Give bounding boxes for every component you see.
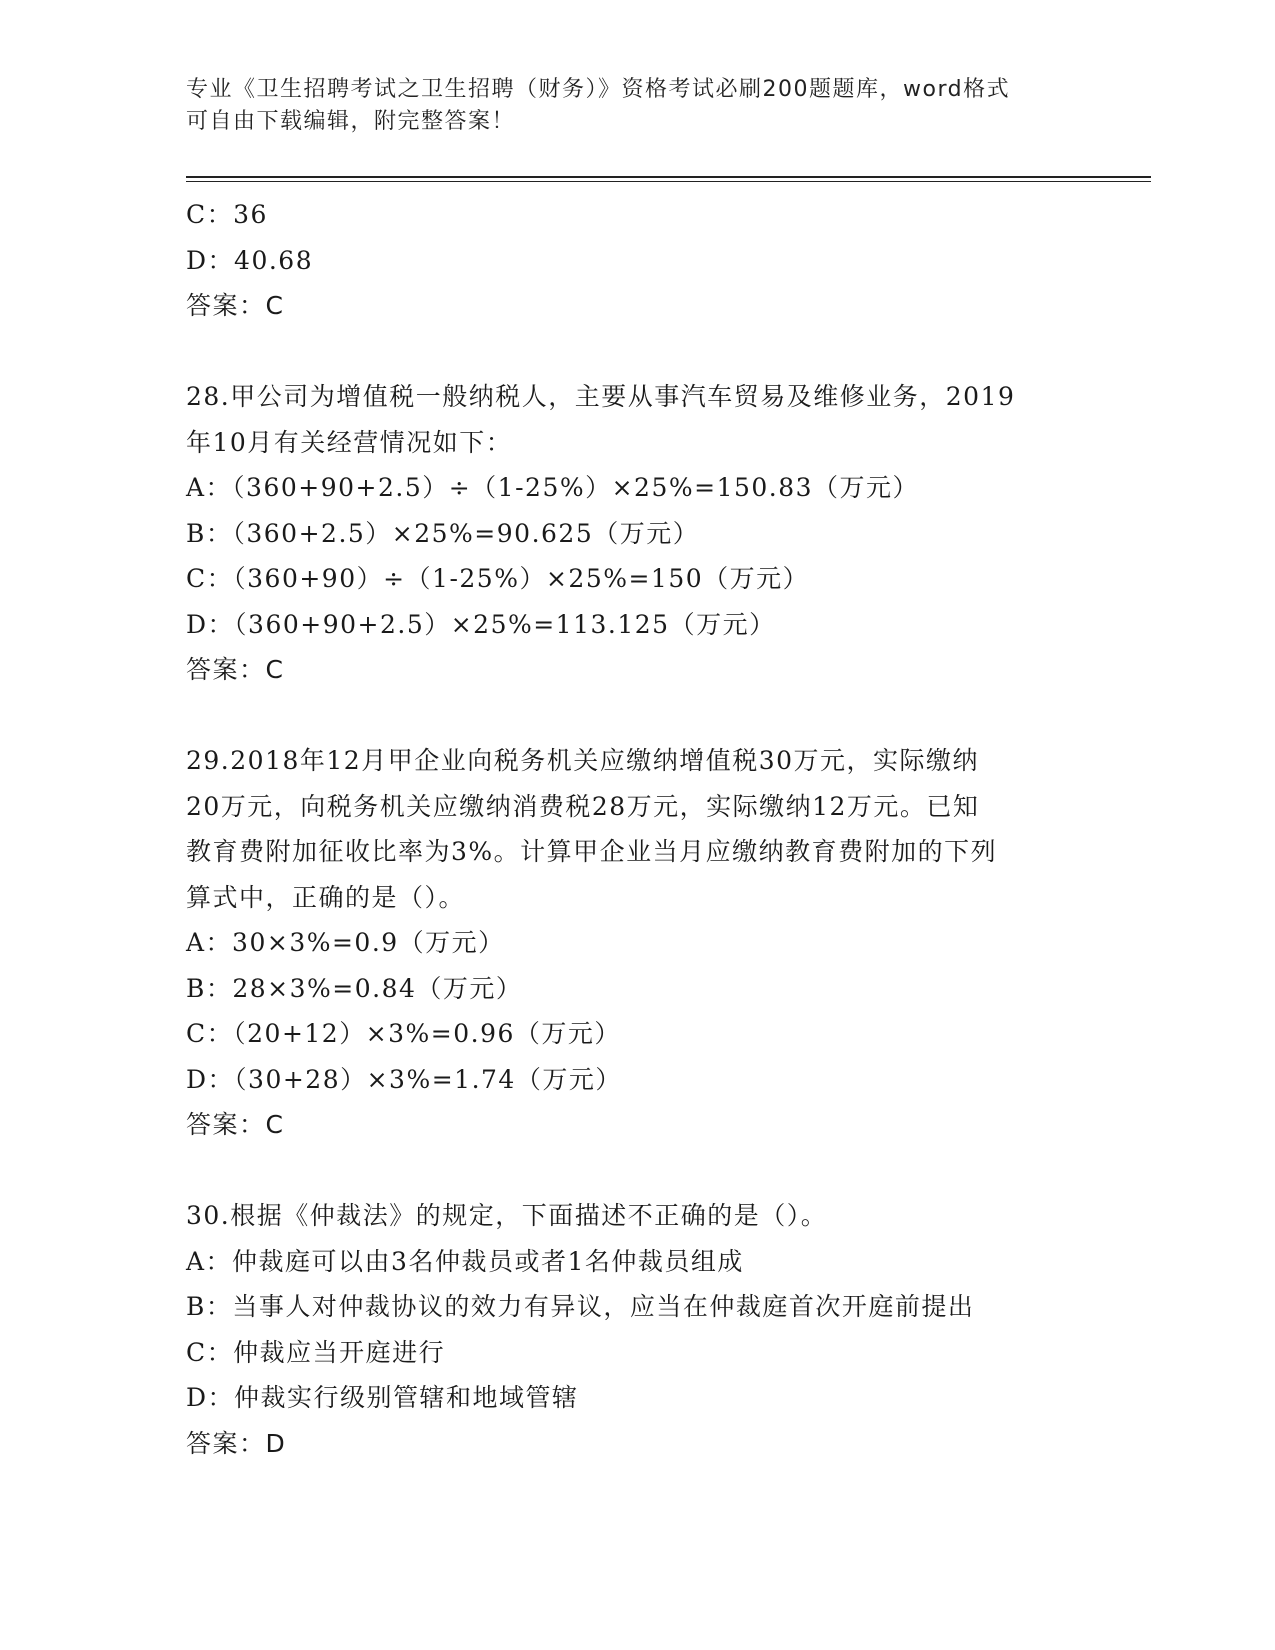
answer-line: 答案：C (186, 1110, 285, 1139)
option-c: C：（360+90）÷（1-25%）×25%=150（万元） (186, 564, 810, 593)
option-a: A：30×3%=0.9（万元） (186, 928, 505, 957)
header-title-line-2: 可自由下载编辑，附完整答案！ (186, 109, 516, 134)
option-d: D：（360+90+2.5）×25%=113.125（万元） (186, 609, 776, 639)
option-b: B：28×3%=0.84（万元） (186, 973, 523, 1003)
option-d: D：仲裁实行级别管辖和地域管辖 (186, 1383, 579, 1412)
question-stem-line: 20万元，向税务机关应缴纳消费税28万元，实际缴纳12万元。已知 (186, 791, 980, 821)
spacer (186, 693, 1086, 739)
header-title-line-1: 专业《卫生招聘考试之卫生招聘（财务）》资格考试必刷200题题库，word格式 (186, 77, 1011, 102)
option-d: D：40.68 (186, 245, 314, 275)
question-stem-line: 算式中，正确的是（）。 (186, 882, 466, 912)
question-28 (186, 374, 1086, 693)
document-body (186, 192, 1086, 1466)
question-stem-line: 30.根据《仲裁法》的规定，下面描述不正确的是（）。 (186, 1201, 828, 1230)
question-27-tail (186, 192, 1086, 329)
option-a: A：（360+90+2.5）÷（1-25%）×25%=150.83（万元） (186, 473, 920, 502)
spacer (186, 329, 1086, 375)
question-stem-line: 教育费附加征收比率为3%。计算甲企业当月应缴纳教育费附加的下列 (186, 837, 998, 866)
page-header (186, 74, 1066, 138)
question-stem-line: 29.2018年12月甲企业向税务机关应缴纳增值税30万元，实际缴纳 (186, 746, 980, 775)
option-a: A：仲裁庭可以由3名仲裁员或者1名仲裁员组成 (186, 1246, 744, 1276)
header-divider-thin (186, 181, 1151, 182)
answer-line: 答案：C (186, 655, 285, 684)
spacer (186, 1148, 1086, 1194)
option-b: B：（360+2.5）×25%=90.625（万元） (186, 518, 700, 548)
question-30 (186, 1193, 1086, 1466)
question-stem-line: 28.甲公司为增值税一般纳税人，主要从事汽车贸易及维修业务，2019 (186, 382, 1016, 411)
header-divider-thick (186, 176, 1151, 178)
answer-line: 答案：D (186, 1428, 287, 1458)
option-c: C：36 (186, 200, 268, 229)
option-d: D：（30+28）×3%=1.74（万元） (186, 1064, 622, 1094)
option-b: B：当事人对仲裁协议的效力有异议，应当在仲裁庭首次开庭前提出 (186, 1292, 975, 1321)
option-c: C：仲裁应当开庭进行 (186, 1337, 446, 1367)
answer-line: 答案：C (186, 291, 285, 320)
question-stem-line: 年10月有关经营情况如下： (186, 427, 513, 457)
option-c: C：（20+12）×3%=0.96（万元） (186, 1019, 621, 1048)
question-29 (186, 738, 1086, 1148)
